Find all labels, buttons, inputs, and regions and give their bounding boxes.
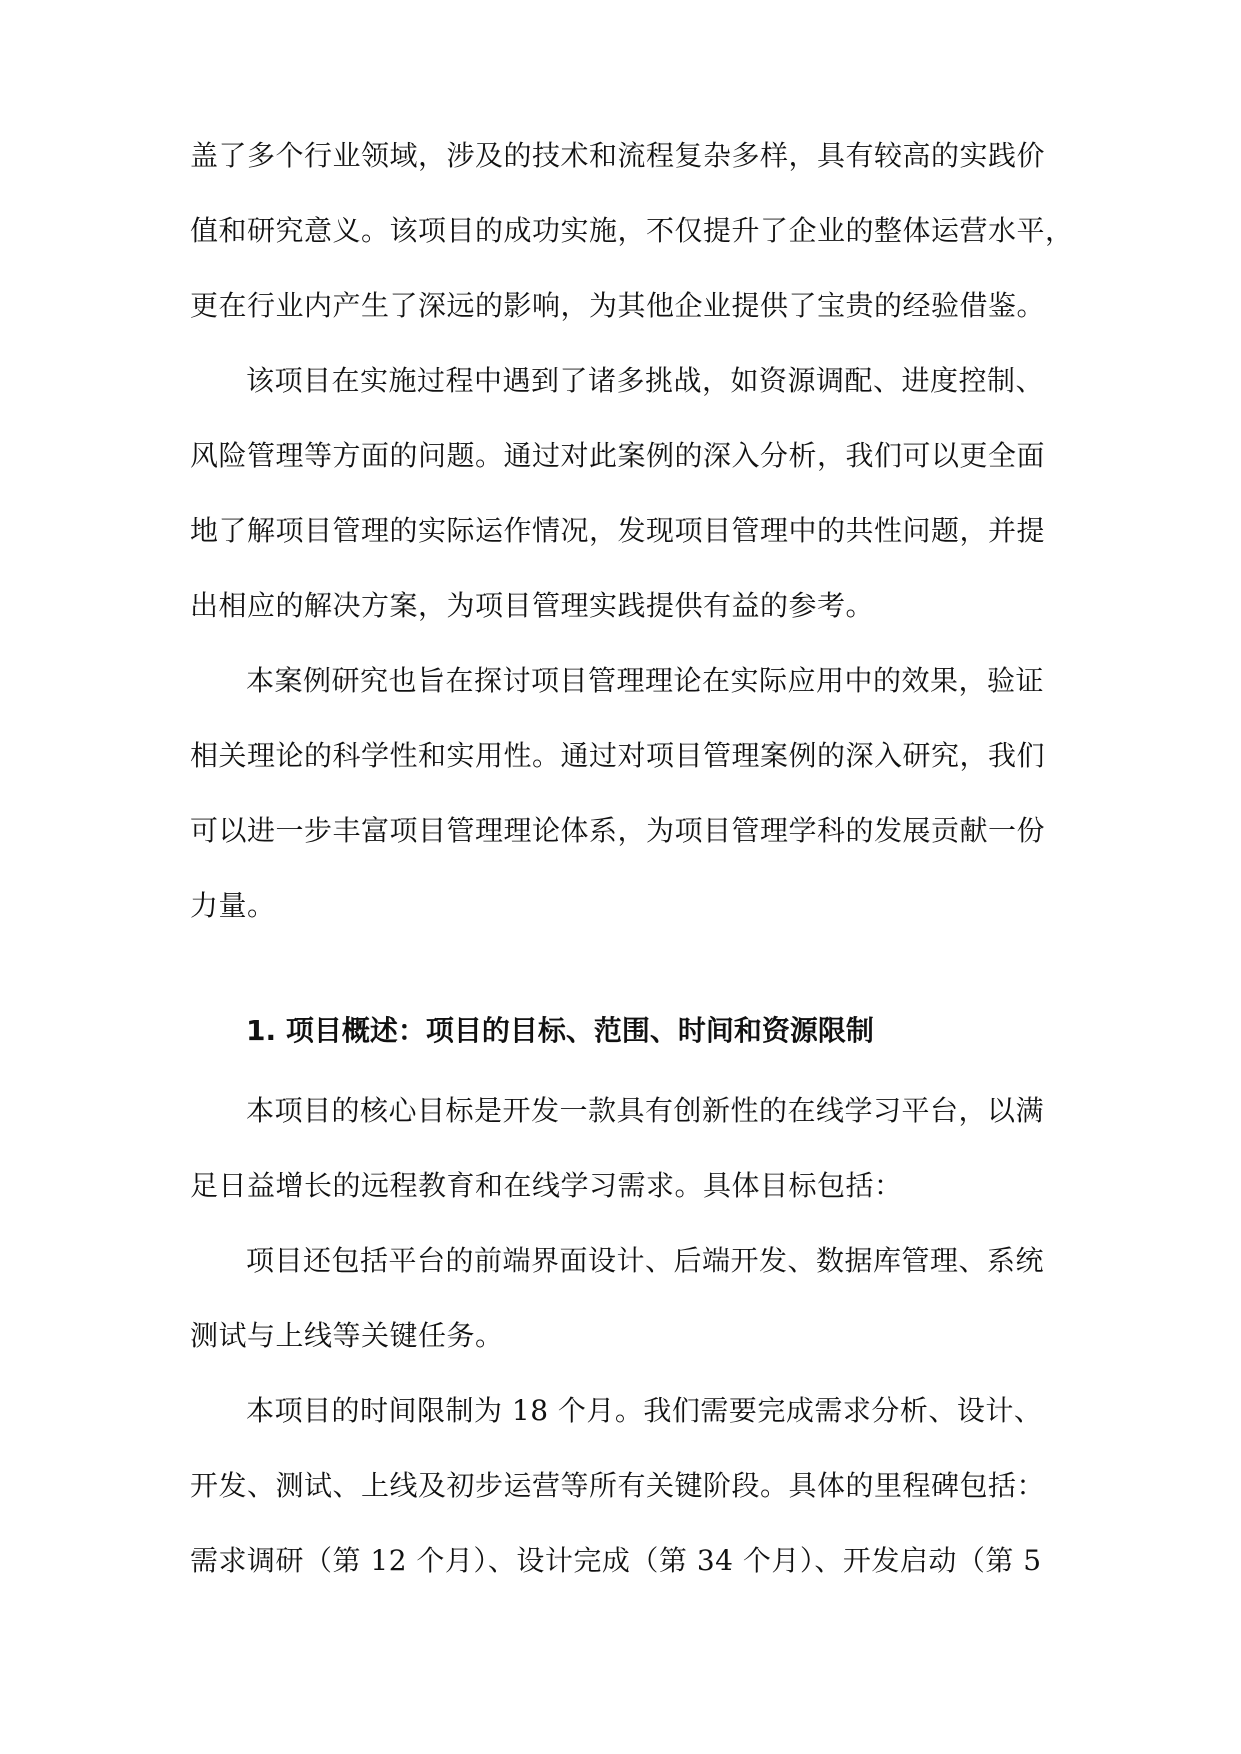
paragraph-2-line-1: 该项目在实施过程中遇到了诸多挑战，如资源调配、进度控制、 — [246, 364, 1045, 397]
paragraph-3-line-1: 本案例研究也旨在探讨项目管理理论在实际应用中的效果，验证 — [246, 664, 1045, 697]
paragraph-2-line-3: 地了解项目管理的实际运作情况，发现项目管理中的共性问题，并提 — [190, 514, 1046, 547]
section-paragraph-3-line-2: 开发、测试、上线及初步运营等所有关键阶段。具体的里程碑包括： — [190, 1469, 1046, 1502]
section-paragraph-1-line-2: 足日益增长的远程教育和在线学习需求。具体目标包括： — [190, 1169, 903, 1202]
paragraph-3-line-2: 相关理论的科学性和实用性。通过对项目管理案例的深入研究，我们 — [190, 739, 1046, 772]
section-heading: 1. 项目概述：项目的目标、范围、时间和资源限制 — [246, 1014, 874, 1047]
section-paragraph-3-line-1: 本项目的时间限制为 18 个月。我们需要完成需求分析、设计、 — [246, 1394, 1043, 1427]
paragraph-1-line-3: 更在行业内产生了深远的影响，为其他企业提供了宝贵的经验借鉴。 — [190, 289, 1046, 322]
paragraph-2-line-2: 风险管理等方面的问题。通过对此案例的深入分析，我们可以更全面 — [190, 439, 1046, 472]
section-paragraph-2-line-2: 测试与上线等关键任务。 — [190, 1319, 504, 1352]
section-paragraph-3-line-3: 需求调研（第 12 个月）、设计完成（第 34 个月）、开发启动（第 5 — [190, 1544, 1042, 1577]
paragraph-3-line-4: 力量。 — [190, 889, 276, 922]
paragraph-1-line-1: 盖了多个行业领域，涉及的技术和流程复杂多样，具有较高的实践价 — [190, 139, 1046, 172]
section-paragraph-2-line-1: 项目还包括平台的前端界面设计、后端开发、数据库管理、系统 — [246, 1244, 1045, 1277]
paragraph-2-line-4: 出相应的解决方案，为项目管理实践提供有益的参考。 — [190, 589, 875, 622]
section-paragraph-1-line-1: 本项目的核心目标是开发一款具有创新性的在线学习平台，以满 — [246, 1094, 1045, 1127]
paragraph-3-line-3: 可以进一步丰富项目管理理论体系，为项目管理学科的发展贡献一份 — [190, 814, 1046, 847]
paragraph-1-line-2: 值和研究意义。该项目的成功实施，不仅提升了企业的整体运营水平， — [190, 214, 1074, 247]
